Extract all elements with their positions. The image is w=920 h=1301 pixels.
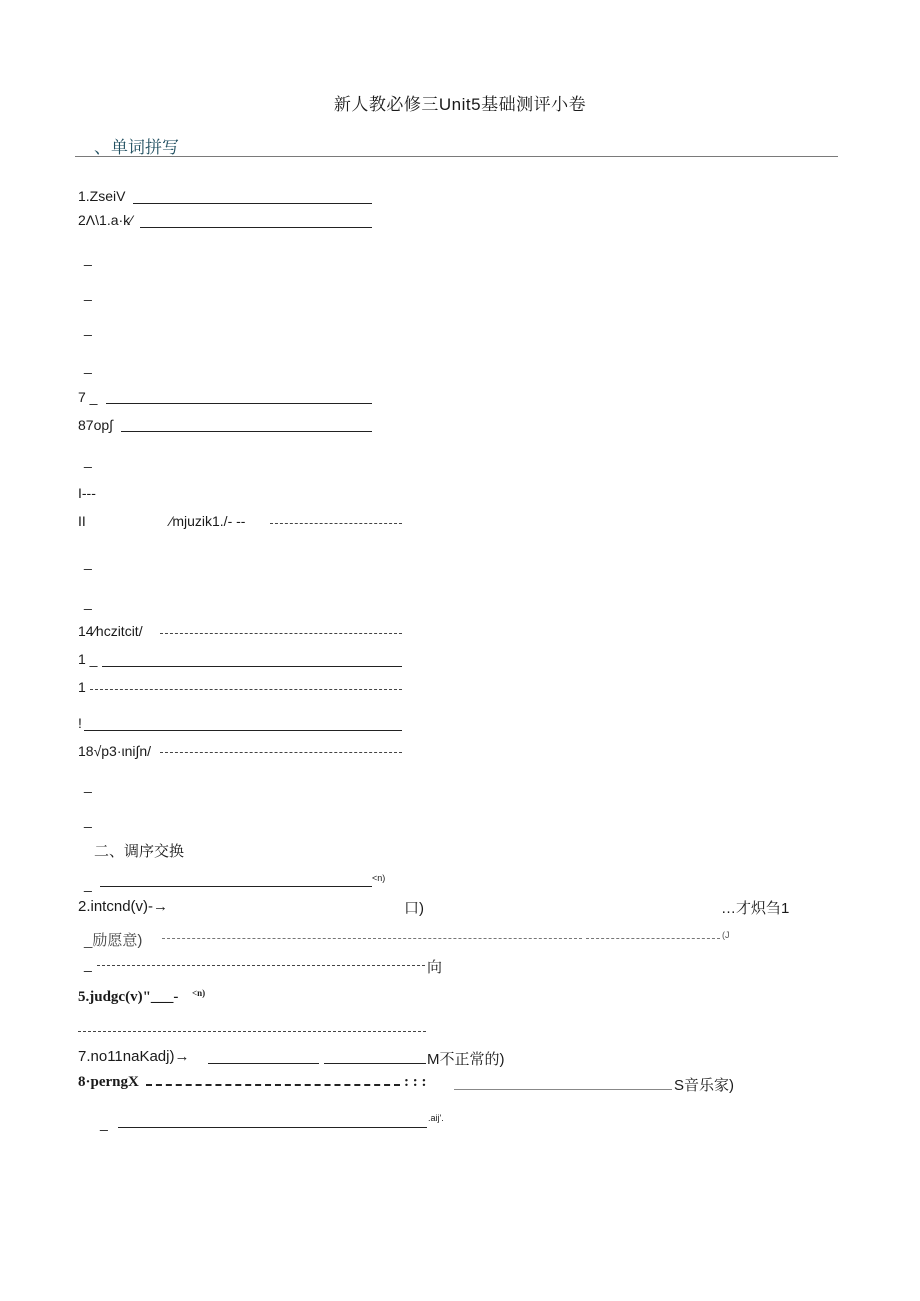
spelling-item-16-label: 1 (78, 679, 86, 695)
transform-item-4-label: _励愿意) (84, 932, 143, 949)
spelling-item-6-label: _ (84, 358, 92, 374)
spelling-item-14-label: 14⁄hczitcit/ (78, 623, 143, 639)
spelling-item-7-label: 7 _ (78, 389, 98, 405)
transform-answer-blank-8b[interactable] (454, 1089, 672, 1090)
spelling-item-8-label: 87op∫ (78, 417, 113, 433)
transform-answer-blank-4b[interactable] (586, 938, 720, 939)
section-divider (75, 156, 838, 157)
transform-item-4-note: (J (722, 930, 730, 940)
spelling-item-4-label: _ (84, 285, 92, 301)
transform-answer-blank-7a[interactable] (208, 1063, 319, 1064)
spelling-item-12-label: _ (84, 554, 92, 570)
transform-item-2-label: 2.intcnd(v)-→ (78, 898, 169, 915)
spelling-item-1-label: 1.ZseiV (78, 188, 126, 204)
answer-blank-16[interactable] (90, 689, 402, 690)
answer-blank-14[interactable] (160, 633, 402, 634)
spelling-item-3-label: _ (84, 250, 92, 266)
transform-item-8-separator: : : : (404, 1074, 427, 1090)
transform-item-5-note: 向 (427, 959, 443, 976)
transform-item-2-note: 口) (404, 900, 424, 917)
transform-answer-blank-7b[interactable] (324, 1063, 426, 1064)
transform-item-6-label: 5.judgc(v)"___- (78, 989, 179, 1005)
transform-answer-blank-4a[interactable] (162, 938, 582, 939)
transform-answer-blank-8a[interactable] (146, 1084, 400, 1086)
transform-item-3-fragment: …才炽刍1 (721, 900, 790, 917)
transform-item-6-note: <n) (192, 988, 206, 998)
transform-answer-blank-5[interactable] (97, 965, 425, 966)
spelling-item-13-label: _ (84, 594, 92, 610)
transform-item-9-label: _ (100, 1115, 108, 1131)
spelling-item-17-label: ! (78, 715, 82, 731)
transform-answer-blank-9[interactable] (118, 1127, 427, 1128)
answer-blank-2[interactable] (140, 227, 372, 228)
spelling-item-9-label: _ (84, 452, 92, 468)
spelling-item-5-label: _ (84, 320, 92, 336)
spelling-item-10-label: I--- (78, 485, 96, 501)
answer-blank-8[interactable] (121, 431, 372, 432)
spelling-item-11-label: II (78, 513, 86, 529)
answer-blank-11[interactable] (270, 523, 402, 524)
spelling-item-11-phonetic: ⁄mjuzik1./- -- (170, 513, 246, 529)
spelling-item-15-label: 1 _ (78, 651, 98, 667)
transform-item-1-note: <n) (372, 873, 386, 883)
spelling-item-20-label: _ (84, 812, 92, 828)
transform-item-7-label: 7.no11naKadj)→ (78, 1048, 190, 1065)
spelling-item-2-label: 2Λ\1.a·k⁄ (78, 212, 133, 228)
transform-answer-blank-6[interactable] (78, 1031, 426, 1032)
answer-blank-17[interactable] (84, 730, 402, 731)
transform-item-9-note: .aij'. (428, 1113, 444, 1123)
answer-blank-15[interactable] (102, 666, 402, 667)
spelling-item-19-label: _ (84, 777, 92, 793)
section-heading-word-transform: 二、调序交换 (94, 843, 185, 860)
transform-answer-blank-1[interactable] (100, 886, 372, 887)
section-heading-word-spelling: 、单词拼写 (94, 138, 179, 157)
transform-item-8-label: 8·perngX (78, 1074, 139, 1090)
transform-item-5-label: _ (84, 956, 92, 972)
transform-item-7-note: M不正常的) (427, 1051, 505, 1068)
page-title: 新人教必修三Unit5基础测评小卷 (333, 95, 587, 114)
answer-blank-1[interactable] (133, 203, 372, 204)
spelling-item-18-label: 18√p3·ιni∫n/ (78, 743, 152, 759)
transform-item-1-label: _ (84, 876, 92, 892)
transform-item-8-note: S音乐家) (674, 1077, 735, 1094)
answer-blank-7[interactable] (106, 403, 372, 404)
answer-blank-18[interactable] (160, 752, 402, 753)
